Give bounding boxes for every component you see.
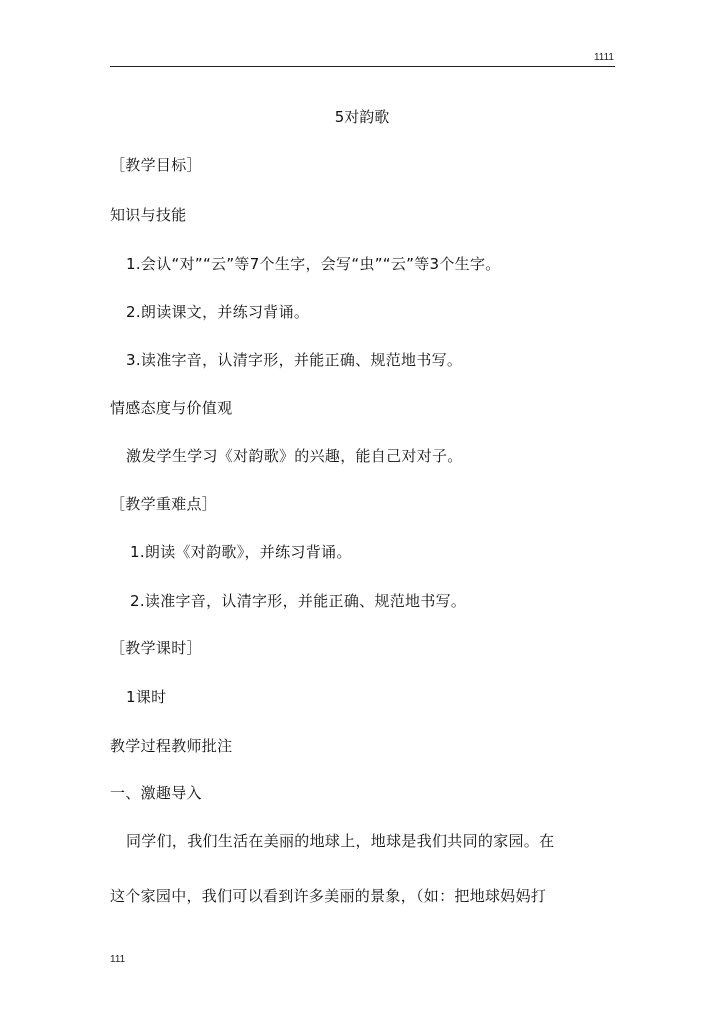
- paragraph-line-2: 这个家园中，我们可以看到许多美丽的景象，（如：把地球妈妈打: [110, 887, 547, 905]
- subheading-emotion-values: 情感态度与价值观: [110, 399, 233, 417]
- section-heading-objectives: ［教学目标］: [110, 156, 202, 174]
- paragraph-line-1: 同学们，我们生活在美丽的地球上，地球是我们共同的家园。在: [126, 832, 555, 850]
- key-point-item-1: 1.朗读《对韵歌》，并练习背诵。: [130, 543, 352, 561]
- objective-item-2: 2.朗读课文，并练习背诵。: [126, 303, 310, 321]
- section-heading-class-hours: ［教学课时］: [110, 639, 202, 657]
- document-title: 5对韵歌: [334, 108, 390, 126]
- header-page-number: 1111: [593, 52, 614, 63]
- objective-item-3: 3.读准字音，认清字形，并能正确、规范地书写。: [126, 351, 463, 369]
- footer-page-number: 111: [110, 954, 126, 965]
- section-heading-key-points: ［教学重难点］: [110, 495, 218, 513]
- objective-item-1: 1.会认“对”“云”等7个生字，会写“虫”“云”等3个生字。: [126, 255, 501, 273]
- emotion-item: 激发学生学习《对韵歌》的兴趣，能自己对对子。: [126, 447, 463, 465]
- subheading-knowledge-skills: 知识与技能: [110, 206, 187, 224]
- key-point-item-2: 2.读准字音，认清字形，并能正确、规范地书写。: [130, 592, 467, 610]
- class-hours-value: 1课时: [126, 688, 167, 706]
- subheading-introduction: 一、激趣导入: [110, 784, 202, 802]
- subheading-process-notes: 教学过程教师批注: [110, 737, 233, 755]
- header-rule: [110, 66, 615, 67]
